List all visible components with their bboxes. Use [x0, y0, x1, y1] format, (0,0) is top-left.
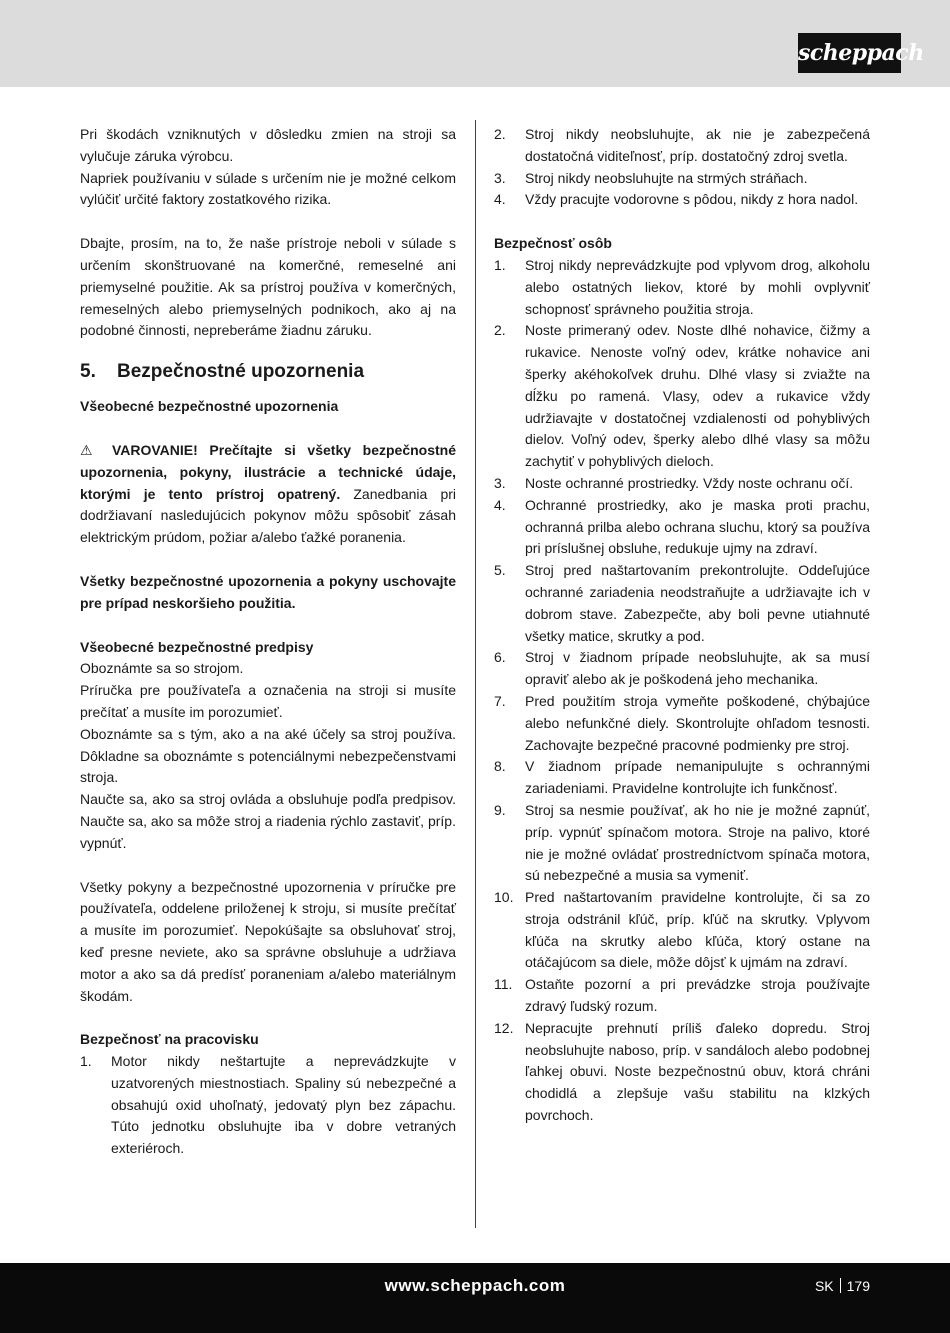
- list-item: 5. Stroj pred naštartovaním prekontrolujte. Oddeľujúce ochranné zariadenia neodstraňujte a udržiavajte ich v dobrom stave. Zabezpečte, aby boli pevne utiahnuté všetky matice, skrutky a pod.: [494, 562, 870, 644]
- page-number: [815, 1278, 870, 1294]
- list-item: 1. Motor nikdy neštartujte a neprevádzkujte v uzatvorených miestnostiach. Spaliny sú nebezpečné a obsahujú oxid uhoľnatý, jedovatý plyn bez zápachu. Túto jednotku obsluhujte iba v dobre vetraných exteriéroch.: [80, 1053, 456, 1157]
- subheading: Všeobecné bezpečnostné upozornenia: [80, 398, 339, 415]
- page-footer: [0, 1263, 950, 1333]
- paragraph: Príručka pre používateľa a označenia na stroji si musíte prečítať a musíte im porozumieť.: [80, 682, 456, 720]
- subheading: Bezpečnosť osôb: [494, 235, 612, 252]
- list-item: 6. Stroj v žiadnom prípade neobsluhujte, ak sa musí opraviť alebo ak je poškodená jeho mechanika.: [494, 649, 870, 688]
- paragraph: Oboznámte sa so strojom.: [80, 660, 244, 677]
- workplace-list: [80, 1051, 456, 1160]
- website-url: www.scheppach.com: [384, 1276, 566, 1295]
- paragraph: Pri škodách vzniknutých v dôsledku zmien na stroji sa vylučuje záruka výrobcu.: [80, 126, 456, 164]
- list-item: 3. Stroj nikdy neobsluhujte na strmých stráňach.: [494, 169, 808, 186]
- warning-icon: ⚠: [80, 441, 101, 458]
- column-divider: [475, 120, 476, 1228]
- list-item: 3. Noste ochranné prostriedky. Vždy noste ochranu očí.: [494, 474, 854, 491]
- brand-logo: scheppach: [798, 33, 901, 73]
- language-code: SK: [814, 1278, 834, 1294]
- list-item: 10. Pred naštartovaním pravidelne kontrolujte, či sa zo stroja odstránil kľúč, príp. kľúč na skrutky. Vplyvom kľúča na skrutky alebo kľúča, ktorý ostane na otáčajúcom sa diele, môže dôjsť k ujmám na zdraví.: [494, 889, 870, 971]
- right-column: [494, 124, 870, 1127]
- list-item: 2. Stroj nikdy neobsluhujte, ak nie je zabezpečená dostatočná viditeľnosť, príp. dostatočný zdroj svetla.: [494, 126, 870, 164]
- list-item: 9. Stroj sa nesmie používať, ak ho nie je možné zapnúť, príp. vypnúť spínačom motora. Stroje na palivo, ktoré nie je možné ovládať prostredníctvom spínača motora, sú nebezpečné a musia sa vymeniť.: [494, 801, 870, 884]
- paragraph: Všetky pokyny a bezpečnostné upozornenia v príručke pre používateľa, oddelene priloženej k stroju, si musíte prečítať a musíte im porozumieť. Nepokúšajte sa obsluhovať stroj, keď presne neviete, ako sa správne obsluhuje a udržiava motor a ako sa dá predísť poraneniam a/alebo materiálnym škodám.: [80, 878, 456, 1004]
- list-item: 4. Vždy pracujte vodorovne s pôdou, nikdy z hora nadol.: [494, 191, 859, 208]
- paragraph: Napriek používaniu v súlade s určením nie je možné celkom vylúčiť určité faktory zostatkového rizika.: [80, 169, 456, 208]
- paragraph: Dbajte, prosím, na to, že naše prístroje neboli v súlade s určením skonštruované na komerčné, remeselné ani priemyselné použitie. Ak sa prístroj používa v komerčných, remeselných alebo priemyselných podnikoch, ako aj na podobné činnosti, nepreberáme žiadnu záruku.: [80, 235, 456, 339]
- list-item: 11. Ostaňte pozorní a pri prevádzke stroja používajte zdravý ľudský rozum.: [494, 976, 870, 1015]
- warning-bold: VAROVANIE! Prečítajte si všetky bezpečnostné upozornenia, pokyny, ilustrácie a technické údaje, ktorými je tento prístroj opatrený.: [80, 441, 457, 502]
- left-column: [80, 124, 456, 1160]
- warning-text: Zanedbania pri dodržiavaní nasledujúcich pokynov môžu spôsobiť zásah elektrickým prúdom, požiar a/alebo ťažké poranenia.: [80, 485, 457, 546]
- section-heading: [80, 360, 456, 384]
- persons-list: [494, 255, 870, 1127]
- subheading: Všeobecné bezpečnostné predpisy: [80, 638, 314, 655]
- list-item: 4. Ochranné prostriedky, ako je maska proti prachu, ochranná prilba alebo ochrana sluchu, ktorý sa používa pri príslušnej obsluhe, redukuje ujmy na zdraví.: [494, 496, 870, 557]
- list-item: 12. Nepracujte prehnutí príliš ďaleko dopredu. Stroj neobsluhujte naboso, príp. v sandáloch alebo podobnej ľahkej obuvi. Noste bezpečnostnú obuv, ktorá chráni chodidlá a zlepšuje vašu stabilitu na klzkých povrchoch.: [494, 1019, 870, 1124]
- section-title: Bezpečnostné upozornenia: [117, 361, 365, 383]
- section-number: 5.: [80, 361, 96, 383]
- list-item: 7. Pred použitím stroja vymeňte poškodené, chýbajúce alebo nefunkčné diely. Skontrolujte ohľadom tesnosti. Zachovajte bezpečné pracovné podmienky pre stroj.: [494, 692, 870, 753]
- list-item: 8. V žiadnom prípade nemanipulujte s ochrannými zariadeniami. Pravidelne kontrolujte ich funkčnosť.: [494, 758, 870, 797]
- list-item: 1. Stroj nikdy neprevádzkujte pod vplyvom drog, alkoholu alebo ostatných liekov, ktoré by mohli ovplyvniť schopnosť správneho použitia stroja.: [494, 256, 870, 317]
- paragraph: Oboznámte sa s tým, ako a na aké účely sa stroj používa. Dôkladne sa oboznámte s potenciálnymi nebezpečenstvami stroja.: [80, 725, 456, 786]
- warning-paragraph: [80, 440, 456, 549]
- workplace-list-cont: [494, 124, 870, 211]
- page-header: [0, 0, 950, 87]
- paragraph: Naučte sa, ako sa stroj ovláda a obsluhuje podľa predpisov. Naučte sa, ako sa môže stroj a riadenia rýchlo zastaviť, príp. vypnúť.: [80, 791, 456, 851]
- list-item: 2. Noste primeraný odev. Noste dlhé nohavice, čižmy a rukavice. Nenoste voľný odev, krátke nohavice ani šperky akéhokoľvek druhu. Dlhé vlasy si zviažte na dĺžku po ramená. Vlasy, odev a rukavice vždy udržiavajte v dostatočnej vzdialenosti od pohyblivých dielov. Voľný odev, šperky alebo dlhé vlasy sa môžu zachytiť v pohyblivých dieloch.: [494, 322, 870, 470]
- subheading: Bezpečnosť na pracovisku: [80, 1031, 259, 1048]
- page-num: 179: [846, 1278, 870, 1294]
- keep-instructions: Všetky bezpečnostné upozornenia a pokyny uschovajte pre prípad neskoršieho použitia.: [80, 572, 456, 611]
